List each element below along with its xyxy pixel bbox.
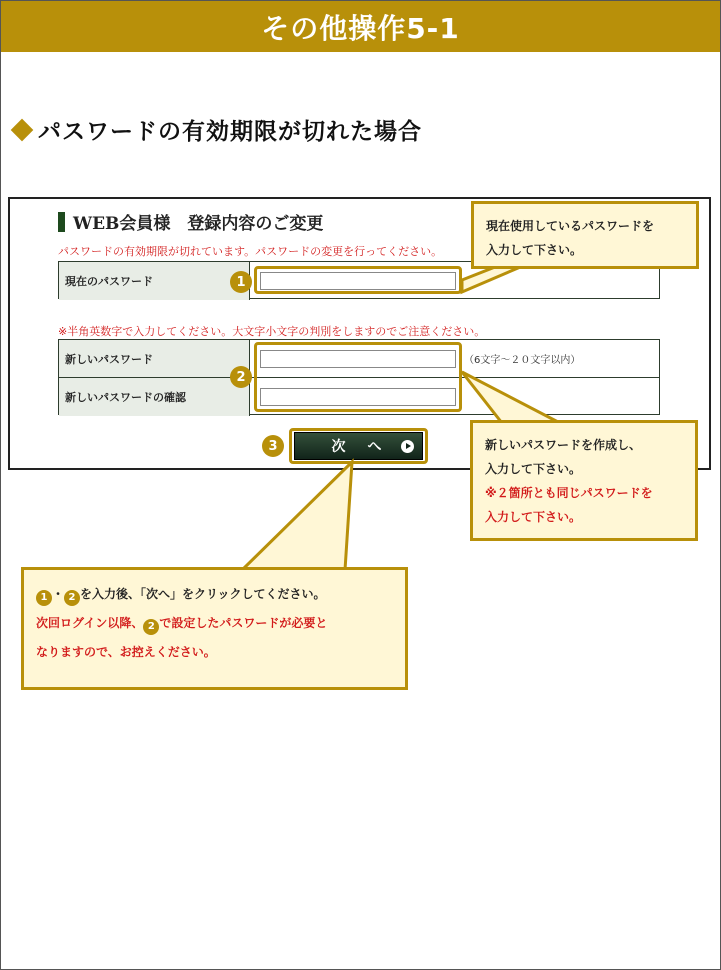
expired-notice: パスワードの有効期限が切れています。パスワードの変更を行ってください。 xyxy=(58,245,443,258)
next-button-label: 次 へ xyxy=(331,439,386,455)
section-heading xyxy=(10,113,422,146)
highlight-current-password xyxy=(254,266,462,294)
inline-badge-1: 1 xyxy=(36,590,52,606)
callout-current-password xyxy=(471,201,699,269)
callout-next-line2-prefix: 次回ログイン以降、 xyxy=(36,615,144,630)
callout-new-line4: 入力して下さい。 xyxy=(485,510,582,524)
title-bar-icon xyxy=(58,212,65,232)
header-bar xyxy=(1,1,720,52)
callout-new-line2: 入力して下さい。 xyxy=(485,462,582,476)
callout-current-line1: 現在使用しているパスワードを xyxy=(486,219,655,233)
form-title-text: WEB会員様 登録内容のご変更 xyxy=(73,214,324,234)
callout-new-line3: ※２箇所とも同じパスワードを xyxy=(485,486,653,500)
page-title: その他操作5-1 xyxy=(261,11,460,45)
input-rule-notice: ※半角英数字で入力してください。大文字小文字の判別をしますのでご注意ください。 xyxy=(58,325,486,338)
callout-next-line2 xyxy=(36,609,393,638)
highlight-next-button xyxy=(289,428,428,464)
callout-next-step xyxy=(21,567,408,690)
confirm-password-label: 新しいパスワードの確認 xyxy=(59,378,250,416)
callout-next-line1 xyxy=(36,580,393,609)
diamond-bullet-icon xyxy=(11,118,34,141)
inline-badge-2b: 2 xyxy=(143,619,159,635)
section-heading-text: パスワードの有効期限が切れた場合 xyxy=(38,119,422,145)
inline-badge-2: 2 xyxy=(64,590,80,606)
step-badge-3: 3 xyxy=(262,435,284,457)
highlight-new-password xyxy=(254,342,462,412)
new-password-label: 新しいパスワード xyxy=(59,340,250,377)
step-badge-1: 1 xyxy=(230,271,252,293)
step-badge-2: 2 xyxy=(230,366,252,388)
callout-new-password xyxy=(470,420,698,541)
badge-separator: ・ xyxy=(52,587,65,601)
callout-current-line2: 入力して下さい。 xyxy=(486,243,583,257)
form-title xyxy=(58,209,323,234)
callout-new-line1: 新しいパスワードを作成し、 xyxy=(485,438,642,452)
current-password-label: 現在のパスワード xyxy=(59,262,250,300)
char-limit-hint: （6文字～２０文字以内） xyxy=(464,355,581,366)
callout-next-line3: なりますので、お控えください。 xyxy=(36,644,216,659)
callout-next-line1-text: を入力後、「次へ」をクリックしてください。 xyxy=(80,587,326,601)
callout-next-line2-suffix: で設定したパスワードが必要と xyxy=(159,615,328,630)
